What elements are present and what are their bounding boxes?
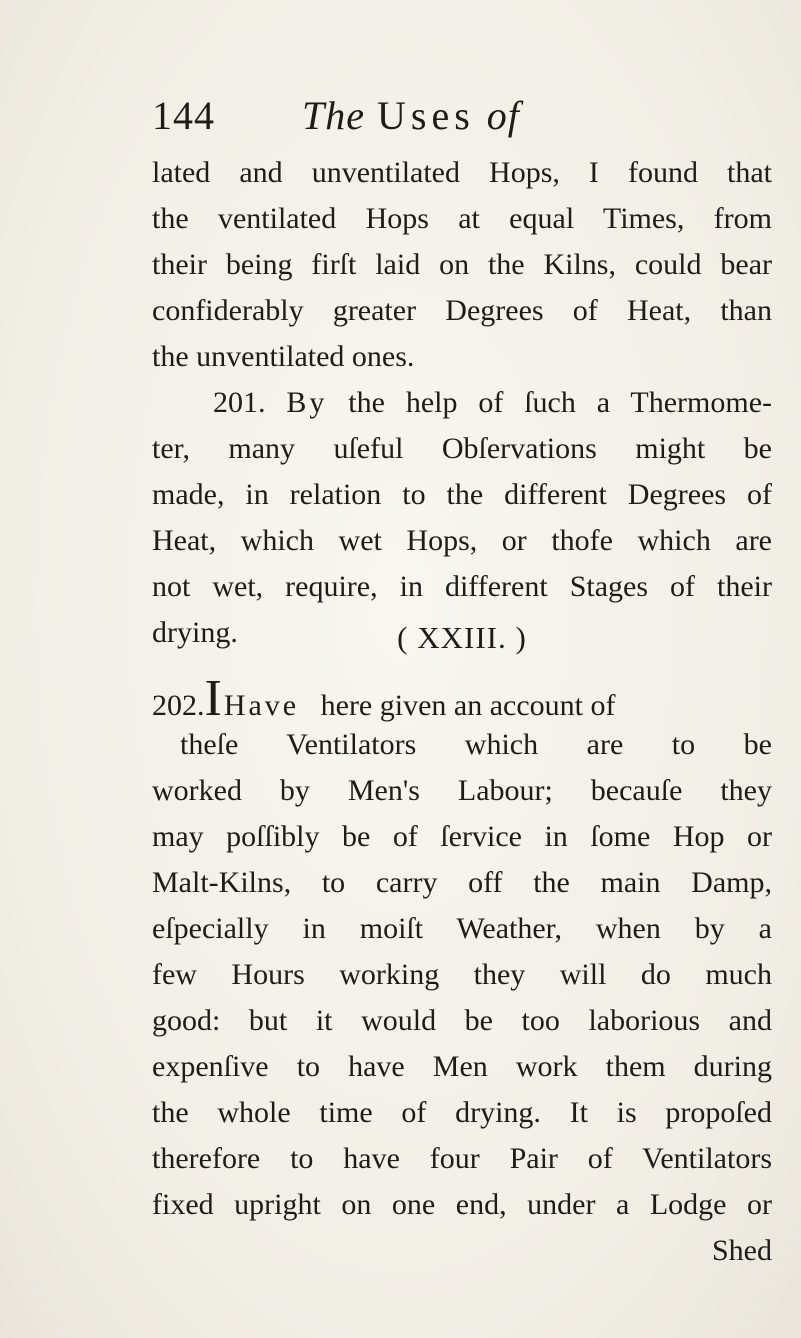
text-line: made, in relation to the different Degrees of xyxy=(152,478,772,511)
text-line: few Hours working they will do much xyxy=(152,958,772,991)
text-line-first xyxy=(152,380,772,426)
text-line: Malt-Kilns, to carry off the main Damp, xyxy=(152,866,772,899)
text-line: theſe Ventilators which are to be xyxy=(180,728,772,761)
text-line: lated and unventilated Hops, I found that xyxy=(152,156,772,189)
text-line: the whole time of drying. It is propoſed xyxy=(152,1096,772,1129)
text-line: Heat, which wet Hops, or thofe which are xyxy=(152,524,772,557)
running-title-uses: Uses xyxy=(377,93,475,138)
text-line: expenſive to have Men work them during xyxy=(152,1050,772,1083)
paragraph-201 xyxy=(152,380,772,656)
text-line: eſpecially in moiſt Weather, when by a xyxy=(152,912,772,945)
text-line: may poſſibly be of ſervice in ſome Hop or xyxy=(152,820,772,853)
text-line: worked by Men's Labour; becauſe they xyxy=(152,774,772,807)
text-line: ter, many uſeful Obſervations might be xyxy=(152,432,772,465)
drop-capital: I xyxy=(204,670,222,727)
text-line-rest: the help of ſuch a Thermome- xyxy=(348,386,773,419)
text-line: the ventilated Hops at equal Times, from xyxy=(152,202,772,235)
text-line: the unventilated ones. xyxy=(152,340,415,373)
text-line-first xyxy=(152,670,772,727)
text-line: not wet, require, in different Stages of their xyxy=(152,570,772,603)
text-line: fixed upright on one end, under a Lodge or xyxy=(152,1188,772,1221)
text-line: therefore to have four Pair of Ventilators xyxy=(152,1142,772,1175)
paragraph-number: 201. xyxy=(213,386,266,419)
running-title xyxy=(302,92,520,139)
catchword: Shed xyxy=(712,1234,772,1267)
paragraph-lead-word: Have xyxy=(223,689,300,722)
paragraph-202 xyxy=(152,670,772,1274)
page-header xyxy=(152,92,520,142)
text-line-rest: here given an account of xyxy=(320,689,616,722)
text-line: their being firſt laid on the Kilns, could bear xyxy=(152,248,772,281)
page-number: 144 xyxy=(152,93,215,138)
running-title-of: of xyxy=(486,93,520,138)
section-heading: ( XXIII. ) xyxy=(397,620,527,655)
text-line: good: but it would be too laborious and xyxy=(152,1004,772,1037)
paragraph-202-opening xyxy=(152,670,772,768)
text-line: confiderably greater Degrees of Heat, than xyxy=(152,294,772,327)
paragraph-number: 202. xyxy=(152,689,205,722)
paragraph-lead-word: By xyxy=(286,386,328,419)
paragraph-continuation xyxy=(152,150,772,380)
text-line: drying. xyxy=(152,616,238,649)
running-title-the: The xyxy=(302,93,365,138)
